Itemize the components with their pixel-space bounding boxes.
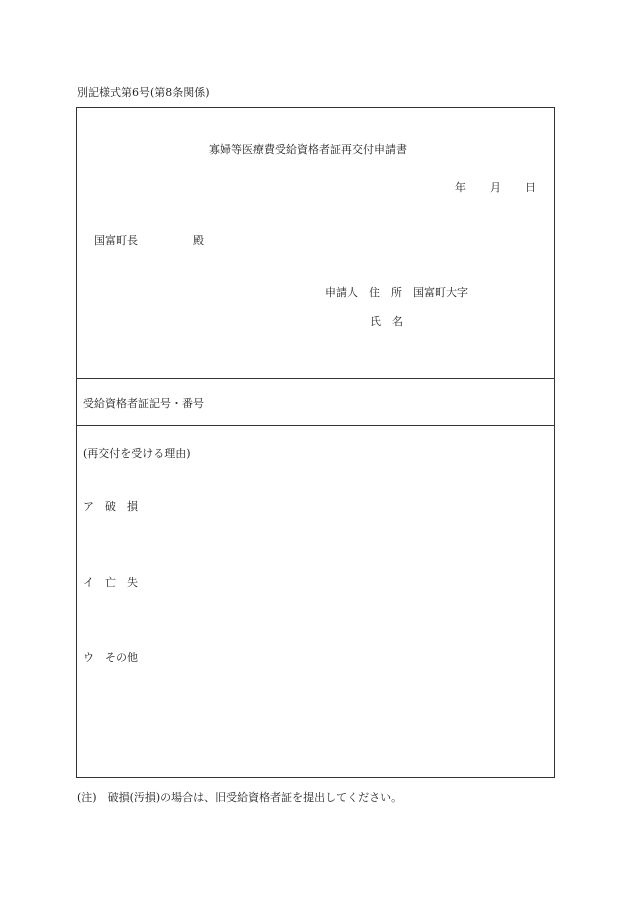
reason-item-damage: ア 破 損 — [83, 500, 138, 513]
certificate-number-label: 受給資格者証記号・番号 — [83, 397, 204, 410]
applicant-name-line: 氏 名 — [370, 315, 403, 328]
application-header-section — [76, 107, 555, 379]
reason-heading: (再交付を受ける理由) — [83, 447, 191, 460]
date-day-label: 日 — [525, 181, 536, 194]
date-year-label: 年 — [455, 181, 466, 194]
document-title: 寡婦等医療費受給資格者証再交付申請書 — [209, 143, 407, 156]
footnote: (注) 破損(汚損)の場合は、旧受給資格者証を提出してください。 — [77, 791, 403, 804]
reason-item-loss: イ 亡 失 — [83, 576, 138, 589]
certificate-number-section — [76, 378, 555, 426]
addressee-line: 国富町長 殿 — [94, 234, 204, 247]
date-line — [455, 179, 536, 195]
applicant-address-line: 申請人 住 所 国富町大字 — [325, 286, 468, 299]
form-number-label: 別記様式第6号(第8条関係) — [77, 86, 210, 99]
date-month-label: 月 — [490, 181, 501, 194]
reason-item-other: ウ その他 — [83, 651, 138, 664]
reissue-reason-section — [76, 425, 555, 778]
